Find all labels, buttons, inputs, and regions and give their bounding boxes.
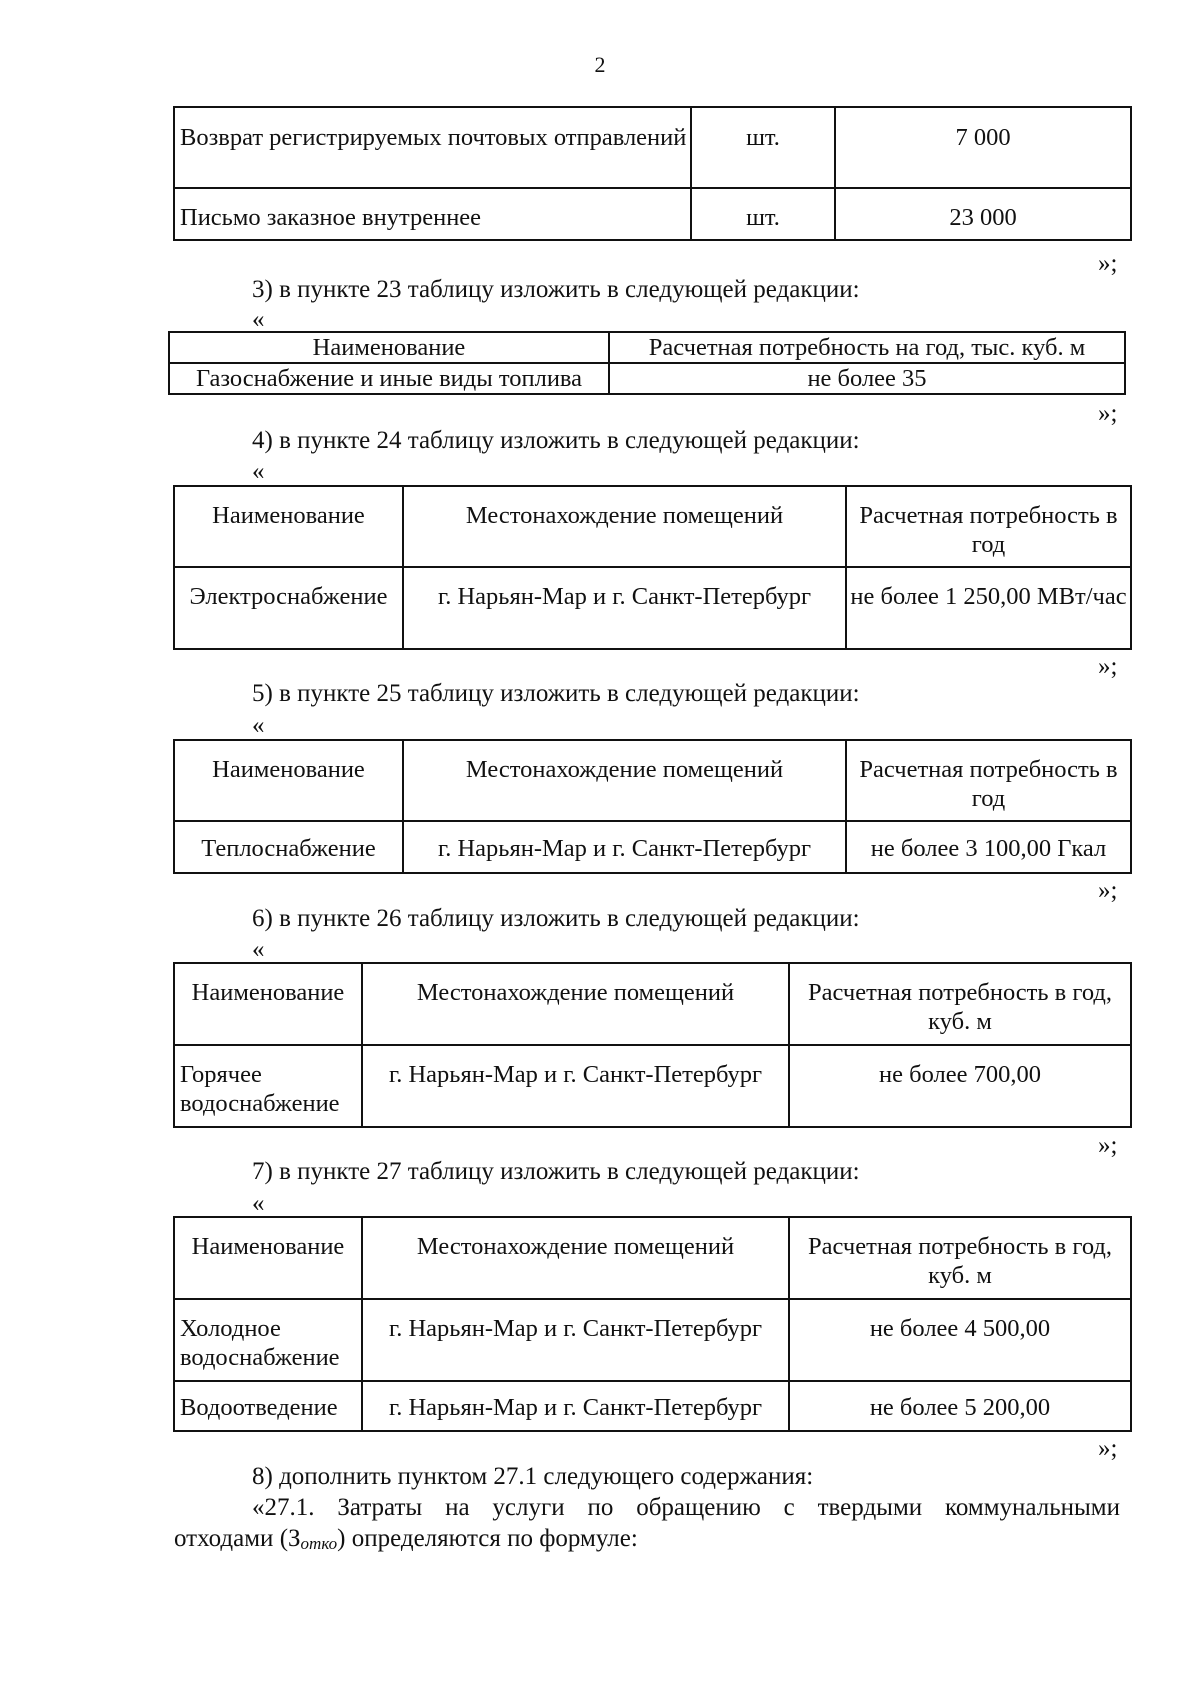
table-header-cell: Наименование: [174, 486, 403, 567]
item-6-text: 6) в пункте 26 таблицу изложить в следующей редакции:: [252, 905, 860, 932]
table-cell: Теплоснабжение: [174, 821, 403, 873]
table-cell: г. Нарьян-Мар и г. Санкт-Петербург: [362, 1045, 789, 1127]
gas-table: [168, 331, 1126, 395]
table-row: [174, 821, 1131, 873]
item-8-text: 8) дополнить пунктом 27.1 следующего содержания:: [252, 1463, 814, 1490]
heating-table: [173, 739, 1132, 874]
table-header-cell: Наименование: [174, 740, 403, 821]
table-header-cell: Расчетная потребность в год: [846, 486, 1131, 567]
table-row: [174, 567, 1131, 649]
table-cell: не более 1 250,00 МВт/час: [846, 567, 1131, 649]
table-cell: г. Нарьян-Мар и г. Санкт-Петербург: [403, 567, 846, 649]
item-3-text: 3) в пункте 23 таблицу изложить в следующей редакции:: [252, 276, 860, 303]
open-quote: «: [252, 936, 265, 963]
table-header-cell: Расчетная потребность на год, тыс. куб. м: [609, 332, 1125, 363]
table-header-cell: Местонахождение помещений: [362, 963, 789, 1045]
table-cell: не более 35: [609, 363, 1125, 394]
table-cell: не более 5 200,00: [789, 1381, 1131, 1431]
table-cell: Возврат регистрируемых почтовых отправлений: [174, 107, 691, 188]
table-cell: г. Нарьян-Мар и г. Санкт-Петербург: [403, 821, 846, 873]
close-quote: »;: [1098, 653, 1118, 680]
paragraph-27-1-line2: [174, 1525, 638, 1554]
item-5-text: 5) в пункте 25 таблицу изложить в следующей редакции:: [252, 680, 860, 707]
table-row: [169, 363, 1125, 394]
close-quote: »;: [1098, 1132, 1118, 1159]
table-cell: Письмо заказное внутреннее: [174, 188, 691, 240]
paragraph-27-1-line1: «27.1. Затраты на услуги по обращению с твердыми коммунальными: [252, 1494, 1120, 1521]
open-quote: «: [252, 1190, 265, 1217]
cold-water-table: [173, 1216, 1132, 1432]
hot-water-table: [173, 962, 1132, 1128]
table-cell: шт.: [691, 107, 835, 188]
open-quote: «: [252, 458, 265, 485]
table-row: [174, 486, 1131, 567]
table-cell: Электроснабжение: [174, 567, 403, 649]
table-header-cell: Наименование: [169, 332, 609, 363]
table-row: [174, 188, 1131, 240]
table-cell: г. Нарьян-Мар и г. Санкт-Петербург: [362, 1381, 789, 1431]
table-row: [174, 1217, 1131, 1299]
table-header-cell: Наименование: [174, 1217, 362, 1299]
close-quote: »;: [1098, 1435, 1118, 1462]
table-header-cell: Расчетная потребность в год, куб. м: [789, 1217, 1131, 1299]
table-row: [174, 1045, 1131, 1127]
electricity-table: [173, 485, 1132, 650]
open-quote: «: [252, 712, 265, 739]
item-7-text: 7) в пункте 27 таблицу изложить в следующей редакции:: [252, 1158, 860, 1185]
table-header-cell: Наименование: [174, 963, 362, 1045]
table-header-cell: Расчетная потребность в год, куб. м: [789, 963, 1131, 1045]
table-cell: не более 4 500,00: [789, 1299, 1131, 1381]
item-4-text: 4) в пункте 24 таблицу изложить в следующей редакции:: [252, 427, 860, 454]
table-header-cell: Местонахождение помещений: [403, 740, 846, 821]
table-cell: не более 700,00: [789, 1045, 1131, 1127]
table-cell: шт.: [691, 188, 835, 240]
table-cell: Газоснабжение и иные виды топлива: [169, 363, 609, 394]
close-quote: »;: [1098, 400, 1118, 427]
table-cell: Горячее водоснабжение: [174, 1045, 362, 1127]
paragraph-text: ) определяются по формуле:: [337, 1525, 638, 1552]
table-cell: 7 000: [835, 107, 1131, 188]
table-cell: 23 000: [835, 188, 1131, 240]
page-number: 2: [594, 52, 606, 77]
open-quote: «: [252, 306, 265, 333]
table-row: [174, 1299, 1131, 1381]
table-row: [174, 107, 1131, 188]
table-row: [169, 332, 1125, 363]
formula-subscript: отко: [300, 1534, 338, 1553]
postal-table: [173, 106, 1132, 241]
table-cell: г. Нарьян-Мар и г. Санкт-Петербург: [362, 1299, 789, 1381]
close-quote: »;: [1098, 250, 1118, 277]
close-quote: »;: [1098, 877, 1118, 904]
table-row: [174, 1381, 1131, 1431]
table-cell: Холодное водоснабжение: [174, 1299, 362, 1381]
table-header-cell: Местонахождение помещений: [362, 1217, 789, 1299]
table-row: [174, 963, 1131, 1045]
table-header-cell: Расчетная потребность в год: [846, 740, 1131, 821]
table-row: [174, 740, 1131, 821]
paragraph-text: отходами (З: [174, 1525, 301, 1552]
table-cell: не более 3 100,00 Гкал: [846, 821, 1131, 873]
table-header-cell: Местонахождение помещений: [403, 486, 846, 567]
table-cell: Водоотведение: [174, 1381, 362, 1431]
